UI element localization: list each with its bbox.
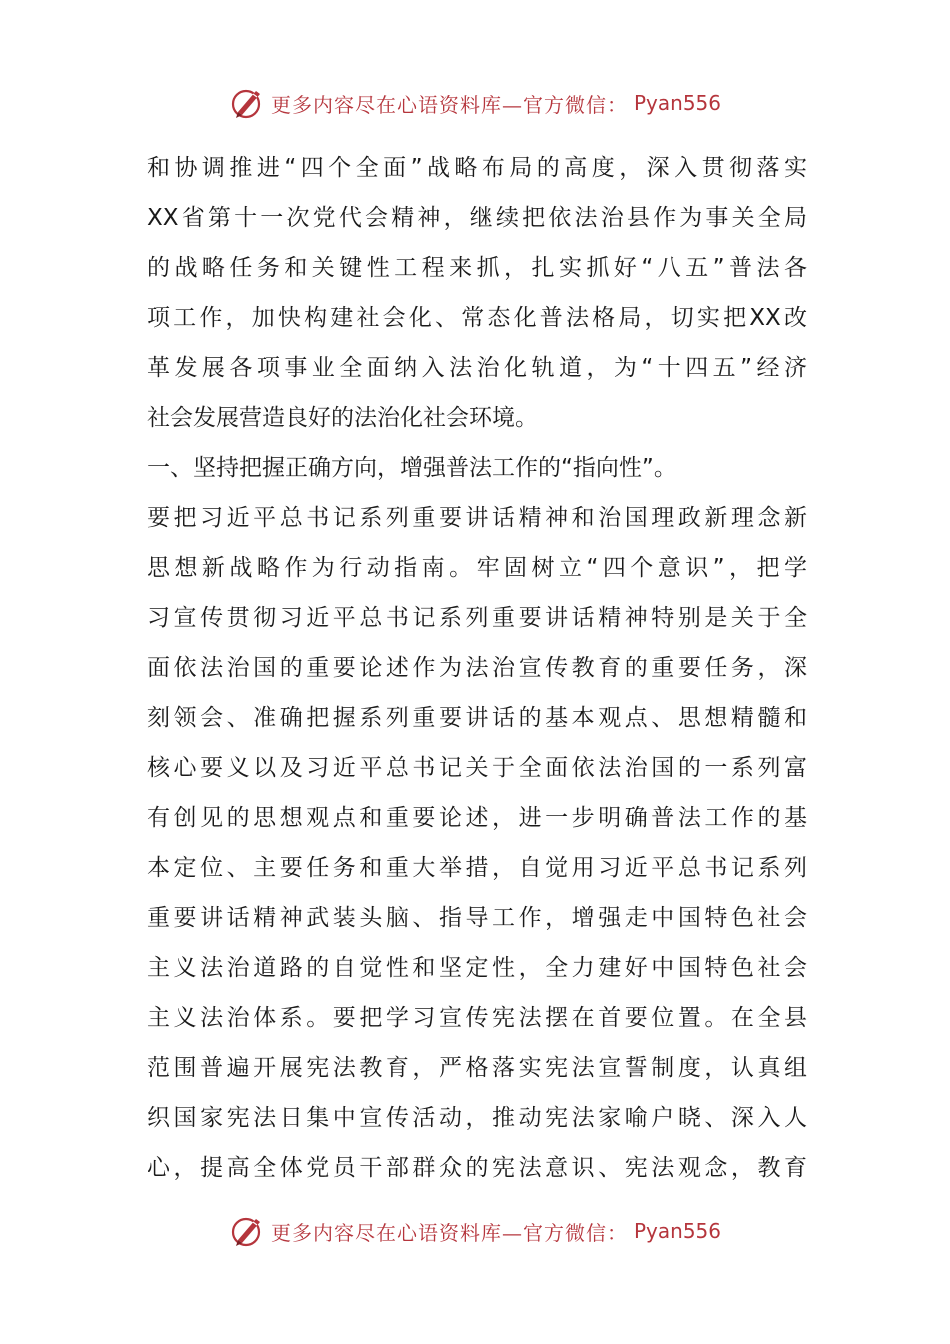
pen-circle-icon [229,1213,265,1249]
text-line: 织国家宪法日集中宣传活动，推动宪法家喻户晓、深入人 [147,1105,807,1131]
text-line: 要把习近平总书记系列重要讲话精神和治国理政新理念新 [147,505,807,531]
text-line: 的战略任务和关键性工程来抓，扎实抓好“八五”普法各 [147,255,807,281]
text-line: 和协调推进“四个全面”战略布局的高度，深入贯彻落实 [147,155,807,181]
text-line: 主义法治道路的自觉性和坚定性，全力建好中国特色社会 [147,955,807,981]
text-line: XX省第十一次党代会精神，继续把依法治县作为事关全局 [147,205,807,231]
wechat-id: Pyan556 [633,1219,721,1243]
banner-text: 更多内容尽在心语资料库—官方微信： [270,92,628,117]
text-line: 刻领会、准确把握系列重要讲话的基本观点、思想精髓和 [147,705,807,731]
section-heading: 一、坚持把握正确方向，增强普法工作的“指向性”。 [147,455,677,481]
text-line: 核心要义以及习近平总书记关于全面依法治国的一系列富 [147,755,807,781]
header-watermark-banner [0,83,950,123]
text-line: 心，提高全体党员干部群众的宪法意识、宪法观念，教育 [147,1155,807,1181]
text-line: 范围普遍开展宪法教育，严格落实宪法宣誓制度，认真组 [147,1055,807,1081]
text-line: 面依法治国的重要论述作为法治宣传教育的重要任务，深 [147,655,807,681]
text-line: 革发展各项事业全面纳入法治化轨道，为“十四五”经济 [147,355,807,381]
banner-text: 更多内容尽在心语资料库—官方微信： [270,1220,628,1245]
wechat-id: Pyan556 [633,91,721,115]
text-line: 重要讲话精神武装头脑、指导工作，增强走中国特色社会 [147,905,807,931]
footer-watermark-banner [0,1211,950,1251]
text-line: 思想新战略作为行动指南。牢固树立“四个意识”，把学 [147,555,807,581]
text-line: 社会发展营造良好的法治化社会环境。 [147,405,538,431]
text-line: 主义法治体系。要把学习宣传宪法摆在首要位置。在全县 [147,1005,807,1031]
text-line: 本定位、主要任务和重大举措，自觉用习近平总书记系列 [147,855,807,881]
text-line: 项工作，加快构建社会化、常态化普法格局，切实把XX改 [147,305,807,331]
pen-circle-icon [229,85,265,121]
text-line: 习宣传贯彻习近平总书记系列重要讲话精神特别是关于全 [147,605,807,631]
text-line: 有创见的思想观点和重要论述，进一步明确普法工作的基 [147,805,807,831]
document-body [147,143,807,1193]
